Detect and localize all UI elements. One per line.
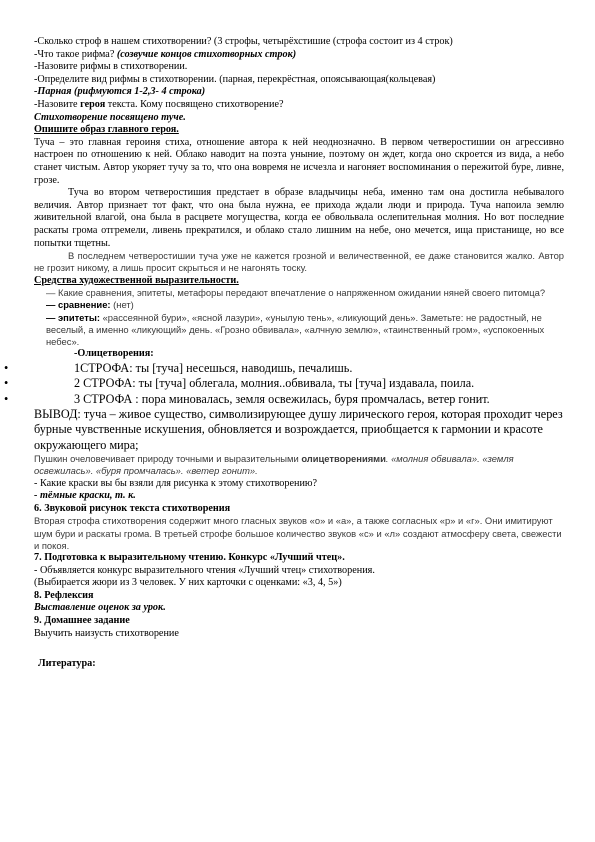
pushkin-examples: . «молния обвивала». «земля освежилась». «буря промчалась». «ветер гонит». (34, 453, 514, 477)
comparison-value: (нет) (110, 299, 134, 311)
homework-text: Выучить наизусть стихотворение (34, 627, 179, 639)
document-page (4, 36, 564, 671)
stanza-2-text: 2 СТРОФА: ты [туча] облегала, молния..обвивала, ты [туча] издавала, поила. (74, 376, 475, 391)
stanza-2-item (4, 376, 564, 391)
bullet-icon: • (4, 360, 9, 375)
heading-expressive-means: Средства художественной выразительности. (34, 274, 239, 286)
question-stanzas: -Сколько строф в нашем стихотворении? (3 строфы, четырёхстишие (строфа состоит из 4 строк) (34, 36, 453, 47)
question-hero-bold: героя (80, 98, 106, 110)
bullet-icon: • (4, 391, 9, 406)
heading-reflection: 8. Рефлексия (34, 589, 94, 601)
pushkin-paragraph (34, 453, 564, 477)
epithets-label: — эпитеты: (46, 311, 100, 323)
question-rhyme-type: -Определите вид рифмы в стихотворении. (парная, перекрёстная, опоясывающая(кольцевая) (34, 73, 436, 85)
paragraph-first-stanza: Туча – это главная героиня стиха, отношение автора к ней неоднозначно. В первом четверостишии он агрессивно настроен по отношению к ней. Облако наводит на поэта уныние, поэтому он ждет, когда оно скроется из вида, а небо станет чистым. Автор укоряет тучу за то, что она вовремя не исчезла и нагоняет воспоминания о пережитой буре, ливне, грозе. (34, 136, 564, 186)
stanza-3-item (4, 391, 564, 407)
literature-heading: Литература: (38, 658, 96, 670)
comparison-line (34, 299, 564, 311)
question-hero (34, 99, 564, 112)
bullet-icon: • (4, 376, 9, 391)
contest-jury: (Выбирается жюри из 3 человек. У них карточки с оценками: «3, 4, 5») (34, 577, 342, 589)
reflection-text: Выставление оценок за урок. (34, 602, 166, 614)
personification-heading: -Олицетворения: (74, 348, 154, 360)
epithets-text: «рассеянной бури», «ясной лазури», «унылую тень», «ликующий день». Заметьте: не радостный, не веселый, а именно «ликующий» день. «Грозно обвивала», «алчную землю», «таинственный гром», «успокоенных небес». (46, 311, 545, 347)
question-hero-text-a: -Назовите (34, 98, 81, 110)
conclusion: ВЫВОД: туча – живое существо, символизирующее душу лирического героя, которая проходит через бурные чувственные искушения, обновляется и возрождается, приобщается к гармонии и красоте окружающего мира; (34, 406, 563, 452)
heading-reading-contest: 7. Подготовка к выразительному чтению. Конкурс «Лучший чтец». (34, 551, 345, 563)
epithets-paragraph (34, 312, 564, 349)
question-rhyme-text: -Что такое рифма? (34, 48, 117, 60)
answer-rhyme: (созвучие концов стихотворных строк) (116, 48, 297, 60)
paragraph-sound: Вторая строфа стихотворения содержит много гласных звуков «о» и «а», а также согласных «р» и «г». Они имитируют шум бури и раскаты грома. В третьей строфе большое количество звуков «с» и «л» создают атмосферу света, свежести и покоя. (34, 515, 562, 551)
comparison-label: — сравнение: (46, 299, 111, 311)
question-hero-text-b: текста. Кому посвящено стихотворение? (105, 98, 284, 110)
answer-hero: Стихотворение посвящено туче. (34, 111, 186, 123)
heading-sound: 6. Звуковой рисунок текста стихотворения (34, 502, 231, 514)
answer-rhyme-type: -Парная (рифмуются 1-2,3- 4 строка) (34, 86, 206, 98)
stanza-3-text: 3 СТРОФА : пора миновалась, земля освежилась, буря промчалась, ветер гонит. (74, 391, 490, 406)
pushkin-text-a: Пушкин очеловечивает природу точными и выразительными (34, 453, 302, 465)
stanza-1-text: 1СТРОФА: ты [туча] несешься, наводишь, печалишь. (74, 360, 353, 375)
question-comparisons: — Какие сравнения, эпитеты, метафоры передают впечатление о напряженном ожидании няней своего питомца? (46, 287, 546, 299)
paragraph-second-stanza: Туча во втором четверостишия предстает в образе владычицы неба, именно там она достигла небывалого величия. Автор признает тот факт, что она была нужна, ее прихода ждали люди и природа. Туча напоила землю живительной влагой, она была в расцвете могущества, когда ее обвольвала ослепительная молния. Но вот последние раскаты грома отгремели, ливень прекратился, и облако стало лишним на небе, оно мечется, ища пристанище, но все попытки тщетны. (34, 187, 564, 249)
paragraph-last-stanza: В последнем четверостишии туча уже не кажется грозной и величественной, ее даже становится жалко. Автор не грозит никому, а лишь просит скрыться и не нагонять тоску. (34, 250, 564, 274)
question-name-rhymes: -Назовите рифмы в стихотворении. (34, 61, 188, 73)
heading-hero-image: Опишите образ главного героя. (34, 124, 179, 136)
stanza-1-item (4, 360, 564, 376)
answer-colors: - тёмные краски, т. к. (34, 490, 136, 502)
contest-announcement: - Объявляется конкурс выразительного чтения «Лучший чтец» стихотворения. (34, 564, 375, 576)
heading-homework: 9. Домашнее задание (34, 614, 130, 626)
question-rhyme (34, 49, 564, 62)
pushkin-bold: олицетворениями (301, 453, 386, 465)
question-colors: - Какие краски вы бы взяли для рисунка к этому стихотворению? (34, 477, 318, 489)
